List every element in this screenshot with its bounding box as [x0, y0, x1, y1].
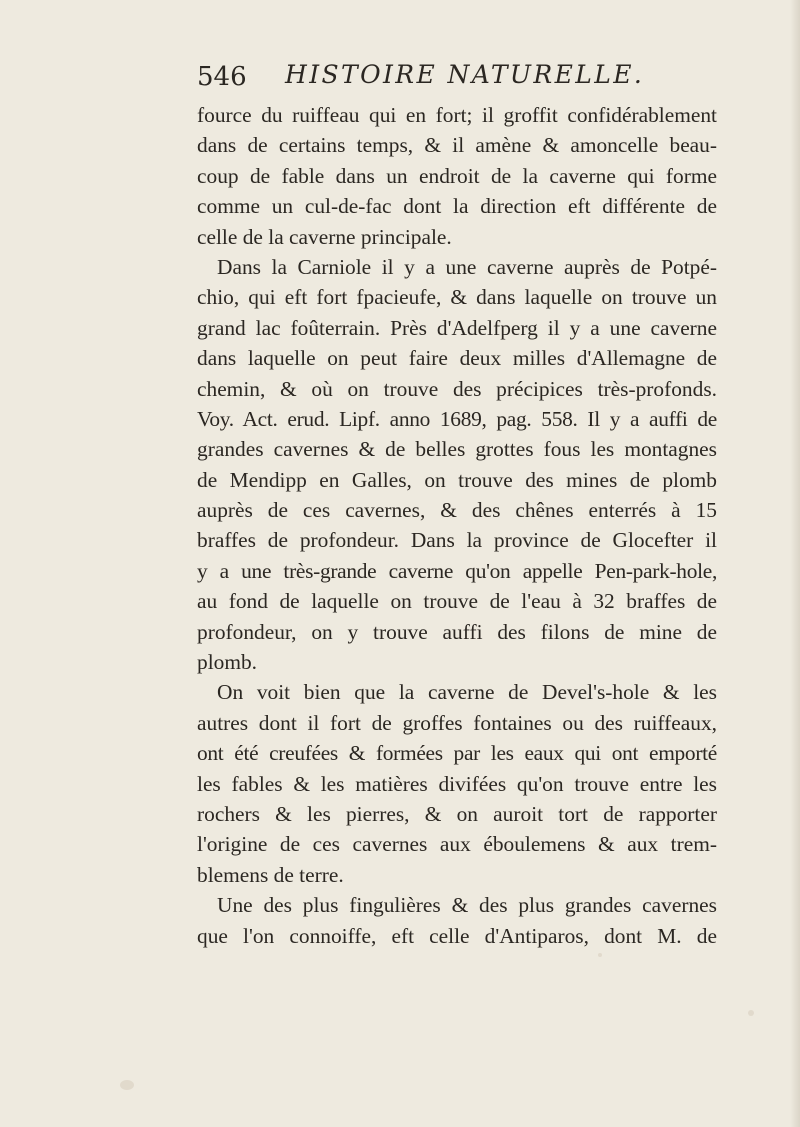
page-edge-shadow — [790, 0, 800, 1127]
text-line: comme un cul-de-fac dont la direction eft différente de — [197, 194, 717, 219]
page-header — [197, 58, 717, 98]
text-line: y a une très-grande caverne qu'on appelle Pen-park-hole, — [197, 558, 717, 583]
text-line: dans laquelle on peut faire deux milles d'Allemagne de — [197, 346, 717, 371]
text-line: Voy. Act. erud. Lipf. anno 1689, pag. 558. Il y a auffi de — [197, 406, 717, 431]
text-line: ont été creufées & formées par les eaux qui ont emporté — [197, 741, 717, 766]
text-line: que l'on connoiffe, eft celle d'Antiparos, dont M. de — [197, 923, 717, 948]
running-title: HISTOIRE NATURELLE. — [285, 60, 645, 89]
text-line: blemens de terre. — [197, 862, 344, 887]
text-line: braffes de profondeur. Dans la province de Glocefter il — [197, 528, 717, 553]
text-line: Une des plus fingulières & des plus grandes cavernes — [217, 893, 717, 918]
paper-stain — [120, 1080, 134, 1090]
text-line: coup de fable dans un endroit de la caverne qui forme — [197, 163, 717, 188]
text-line: On voit bien que la caverne de Devel's-hole & les — [217, 680, 717, 705]
text-line: au fond de laquelle on trouve de l'eau à 32 braffes de — [197, 589, 717, 614]
text-line: l'origine de ces cavernes aux éboulemens & aux trem- — [197, 832, 717, 857]
text-line: chio, qui eft fort fpacieufe, & dans laquelle on trouve un — [197, 285, 717, 310]
text-line: plomb. — [197, 650, 258, 675]
page-number: 546 — [197, 62, 247, 92]
text-line: grandes cavernes & de belles grottes fous les montagnes — [197, 437, 717, 462]
text-line: auprès de ces cavernes, & des chênes enterrés à 15 — [197, 498, 717, 523]
text-line: chemin, & où on trouve des précipices très-profonds. — [197, 376, 717, 401]
body-text — [197, 100, 717, 951]
text-line: grand lac foûterrain. Près d'Adelfperg il y a une caverne — [197, 315, 717, 340]
text-line: de Mendipp en Galles, on trouve des mines de plomb — [197, 467, 717, 492]
text-line: celle de la caverne principale. — [197, 224, 452, 249]
text-line: dans de certains temps, & il amène & amoncelle beau- — [197, 133, 717, 158]
text-line: fource du ruiffeau qui en fort; il groffit confidérablement — [197, 103, 717, 127]
text-line: Dans la Carniole il y a une caverne auprès de Potpé- — [217, 254, 717, 279]
text-line: rochers & les pierres, & on auroit tort de rapporter — [197, 801, 717, 826]
paper-stain — [598, 953, 602, 957]
text-line: autres dont il fort de groffes fontaines ou des ruiffeaux, — [197, 710, 717, 735]
paper-stain — [748, 1010, 754, 1016]
text-line: profondeur, on y trouve auffi des filons de mine de — [197, 619, 717, 644]
text-line: les fables & les matières divifées qu'on trouve entre les — [197, 771, 717, 796]
